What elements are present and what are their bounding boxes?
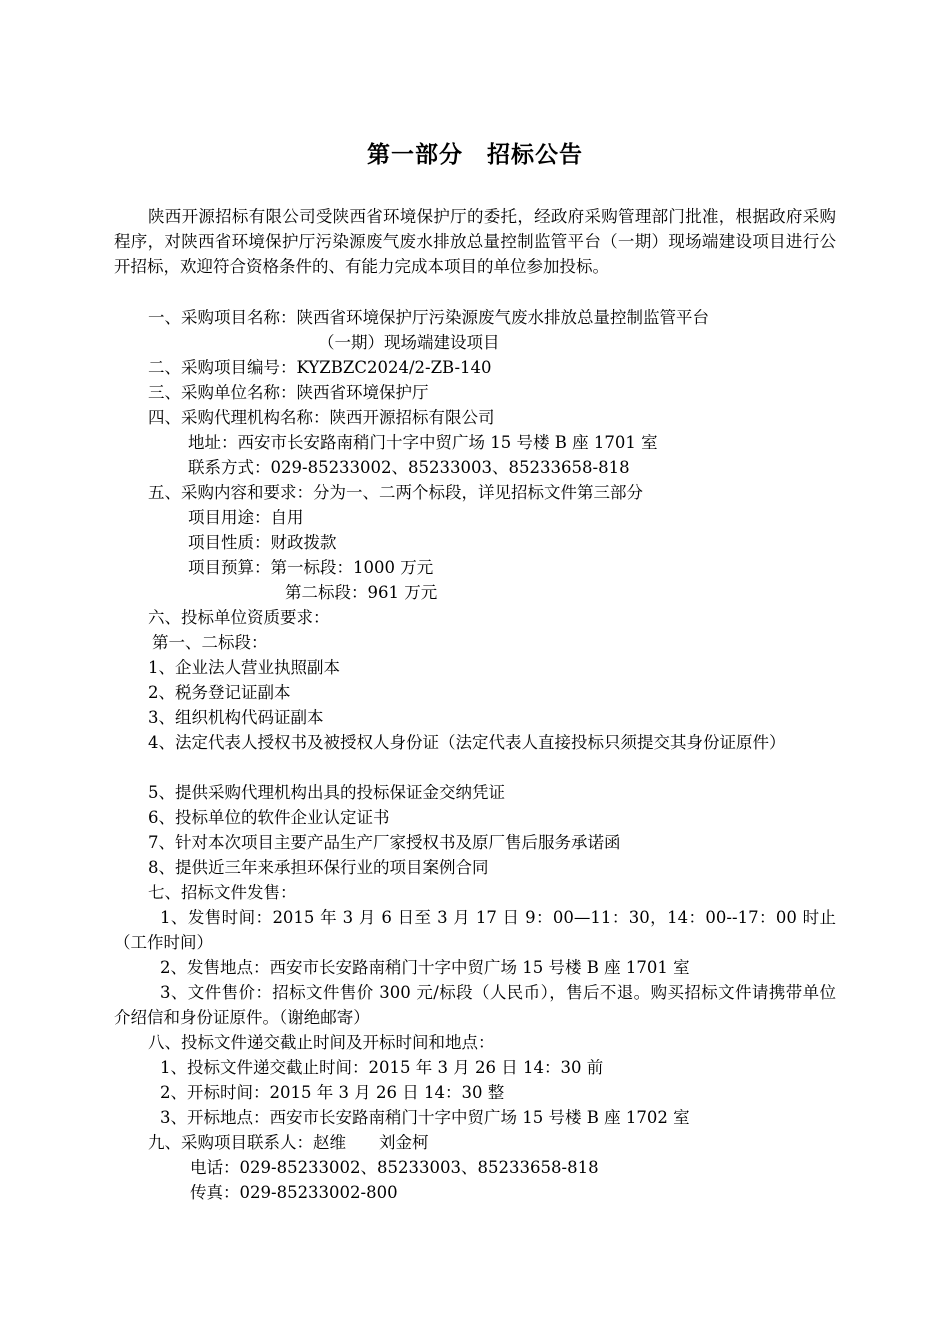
qualification-item: 8、提供近三年来承担环保行业的项目案例合同 [148, 858, 489, 877]
content-requirements: 五、采购内容和要求：分为一、二两个标段，详见招标文件第三部分 [148, 483, 643, 502]
bid-open-place: 3、开标地点：西安市长安路南稍门十字中贸广场 15 号楼 B 座 1702 室 [160, 1108, 690, 1127]
bid-deadline: 1、投标文件递交截止时间：2015 年 3 月 26 日 14：30 前 [160, 1058, 604, 1077]
project-budget-lot1: 项目预算：第一标段：1000 万元 [188, 558, 434, 577]
project-nature: 项目性质：财政拨款 [188, 533, 337, 552]
qualification-item: 1、企业法人营业执照副本 [148, 658, 340, 677]
agency-contact: 联系方式：029-85233002、85233003、85233658-818 [188, 458, 630, 477]
contact-fax: 传真：029-85233002-800 [190, 1183, 398, 1202]
qualification-item: 5、提供采购代理机构出具的投标保证金交纳凭证 [148, 783, 505, 802]
qualification-lots: 第一、二标段： [152, 633, 268, 652]
project-name-line: 一、采购项目名称：陕西省环境保护厅污染源废气废水排放总量控制监管平台 [148, 308, 709, 327]
intro-paragraph: 陕西开源招标有限公司受陕西省环境保护厅的委托，经政府采购管理部门批准，根据政府采购程序，对陕西省环境保护厅污染源废气废水排放总量控制监管平台（一期）现场端建设项目进行公开招标，欢迎符合资格条件的、有能力完成本项目的单位参加投标。 [114, 207, 836, 277]
project-use: 项目用途：自用 [188, 508, 304, 527]
sale-time: 1、发售时间：2015 年 3 月 6 日至 3 月 17 日 9：00—11：30，14：00--17：00 时止（工作时间） [114, 908, 836, 952]
sale-heading: 七、招标文件发售： [148, 883, 297, 902]
sale-price: 3、文件售价：招标文件售价 300 元/标段（人民币），售后不退。购买招标文件请携带单位介绍信和身份证原件。（谢绝邮寄） [114, 983, 836, 1027]
qualification-item: 7、针对本次项目主要产品生产厂家授权书及原厂售后服务承诺函 [148, 833, 621, 852]
project-name-cont: （一期）现场端建设项目 [318, 333, 500, 352]
qualification-item: 2、税务登记证副本 [148, 683, 291, 702]
agency-name: 四、采购代理机构名称：陕西开源招标有限公司 [148, 408, 495, 427]
qualification-item: 4、法定代表人授权书及被授权人身份证（法定代表人直接投标只须提交其身份证原件） [148, 733, 786, 752]
contact-phone: 电话：029-85233002、85233003、85233658-818 [190, 1158, 599, 1177]
page-title: 第一部分 招标公告 [367, 142, 583, 168]
qualification-item: 6、投标单位的软件企业认定证书 [148, 808, 390, 827]
agency-address: 地址：西安市长安路南稍门十字中贸广场 15 号楼 B 座 1701 室 [188, 433, 658, 452]
deadline-heading: 八、投标文件递交截止时间及开标时间和地点： [148, 1033, 495, 1052]
qualification-heading: 六、投标单位资质要求： [148, 608, 330, 627]
project-number: 二、采购项目编号：KYZBZC2024/2-ZB-140 [148, 358, 492, 377]
contact-persons: 九、采购项目联系人：赵维 刘金柯 [148, 1133, 429, 1152]
bid-open-time: 2、开标时间：2015 年 3 月 26 日 14：30 整 [160, 1083, 505, 1102]
project-budget-lot2: 第二标段：961 万元 [285, 583, 438, 602]
purchaser-name: 三、采购单位名称：陕西省环境保护厅 [148, 383, 429, 402]
qualification-item: 3、组织机构代码证副本 [148, 708, 324, 727]
sale-place: 2、发售地点：西安市长安路南稍门十字中贸广场 15 号楼 B 座 1701 室 [160, 958, 690, 977]
